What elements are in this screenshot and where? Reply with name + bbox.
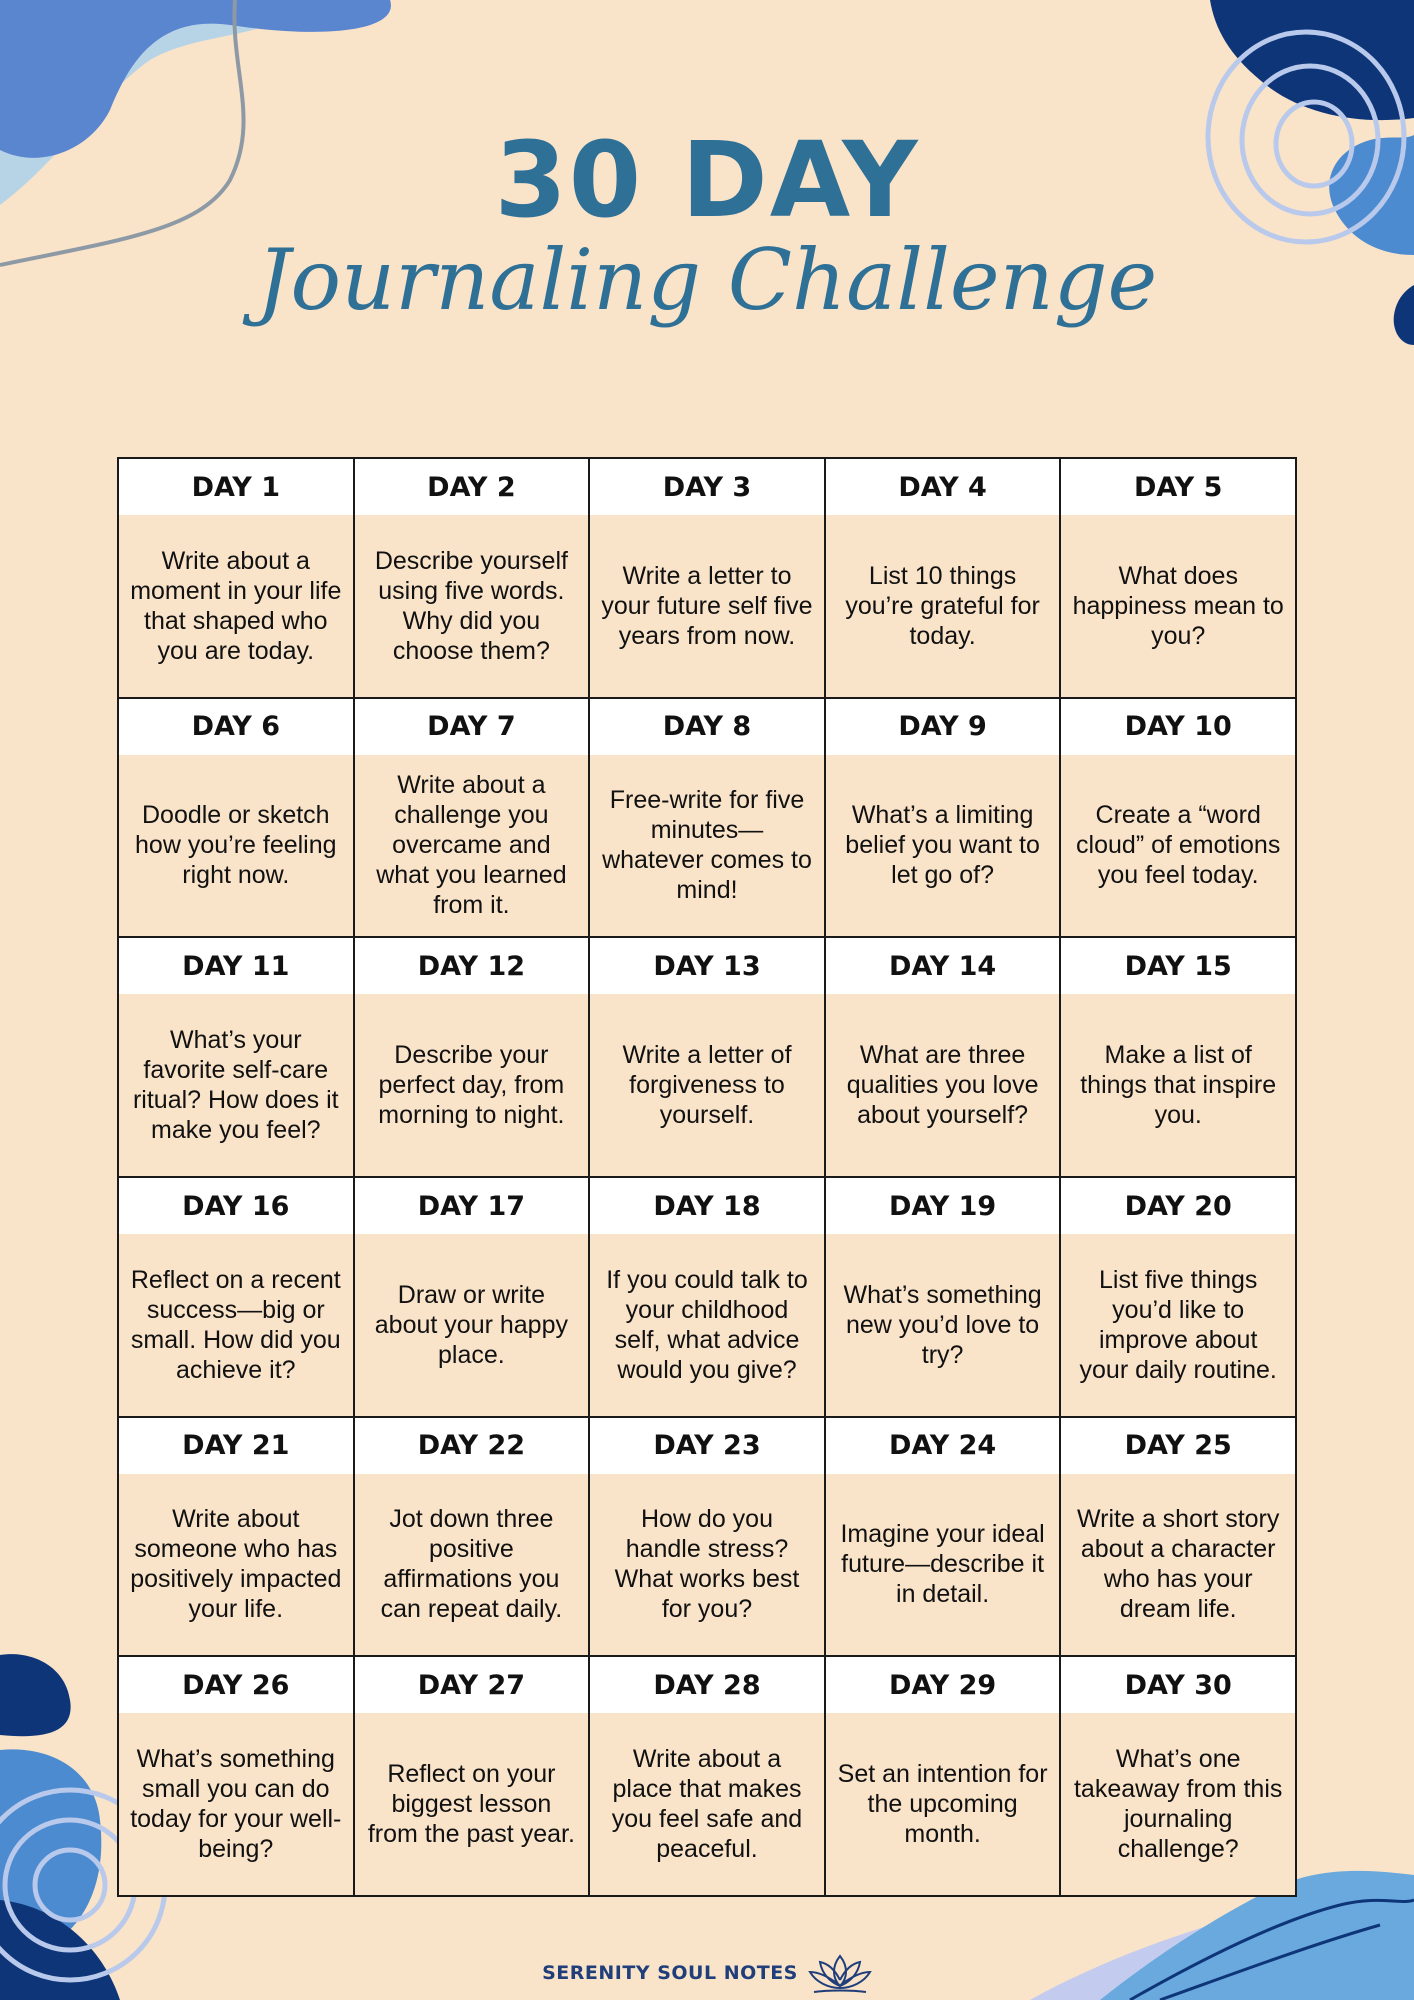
day-prompt: Write about a challenge you overcame and what you learned from it. (355, 755, 589, 937)
day-label: DAY 6 (119, 699, 353, 755)
day-prompt: Doodle or sketch how you’re feeling right now. (119, 755, 353, 937)
day-cell (1061, 699, 1297, 939)
day-prompt: What are three qualities you love about yourself? (826, 994, 1060, 1176)
day-cell (826, 459, 1062, 699)
day-label: DAY 10 (1061, 699, 1295, 755)
day-label: DAY 5 (1061, 459, 1295, 515)
day-prompt: Reflect on a recent success—big or small. How did you achieve it? (119, 1234, 353, 1416)
day-label: DAY 27 (355, 1657, 589, 1713)
day-cell (355, 1178, 591, 1418)
day-label: DAY 28 (590, 1657, 824, 1713)
lotus-icon (808, 1950, 872, 1996)
day-cell (119, 1418, 355, 1658)
day-label: DAY 3 (590, 459, 824, 515)
day-label: DAY 11 (119, 938, 353, 994)
day-label: DAY 17 (355, 1178, 589, 1234)
day-prompt: Free-write for five minutes—whatever comes to mind! (590, 755, 824, 937)
day-prompt: Write about a moment in your life that shaped who you are today. (119, 515, 353, 697)
day-prompt: What’s one takeaway from this journaling challenge? (1061, 1713, 1295, 1895)
day-prompt: Create a “word cloud” of emotions you feel today. (1061, 755, 1295, 937)
day-cell (590, 459, 826, 699)
day-label: DAY 22 (355, 1418, 589, 1474)
day-label: DAY 18 (590, 1178, 824, 1234)
day-label: DAY 21 (119, 1418, 353, 1474)
day-cell (1061, 1657, 1297, 1897)
day-label: DAY 29 (826, 1657, 1060, 1713)
day-label: DAY 4 (826, 459, 1060, 515)
day-cell (826, 1178, 1062, 1418)
day-prompt: Write about a place that makes you feel safe and peaceful. (590, 1713, 824, 1895)
day-prompt: Describe yourself using five words. Why did you choose them? (355, 515, 589, 697)
day-cell (119, 699, 355, 939)
day-label: DAY 24 (826, 1418, 1060, 1474)
day-prompt: Make a list of things that inspire you. (1061, 994, 1295, 1176)
day-cell (590, 1418, 826, 1658)
brand-name: SERENITY SOUL NOTES (542, 1962, 798, 1984)
day-prompt: Write a short story about a character who has your dream life. (1061, 1474, 1295, 1656)
day-prompt: What’s a limiting belief you want to let go of? (826, 755, 1060, 937)
day-prompt: Write a letter to your future self five years from now. (590, 515, 824, 697)
day-cell (355, 1657, 591, 1897)
day-cell (1061, 459, 1297, 699)
day-label: DAY 15 (1061, 938, 1295, 994)
day-cell (826, 1657, 1062, 1897)
day-cell (590, 1657, 826, 1897)
day-cell (119, 459, 355, 699)
day-prompt: What’s something new you’d love to try? (826, 1234, 1060, 1416)
day-cell (826, 1418, 1062, 1658)
day-cell (590, 699, 826, 939)
day-cell (119, 1657, 355, 1897)
day-cell (826, 938, 1062, 1178)
day-cell (119, 938, 355, 1178)
day-label: DAY 1 (119, 459, 353, 515)
day-label: DAY 25 (1061, 1418, 1295, 1474)
day-label: DAY 12 (355, 938, 589, 994)
day-cell (1061, 1418, 1297, 1658)
day-prompt: Reflect on your biggest lesson from the past year. (355, 1713, 589, 1895)
day-label: DAY 2 (355, 459, 589, 515)
day-label: DAY 8 (590, 699, 824, 755)
day-label: DAY 13 (590, 938, 824, 994)
bottom-left-navy-blob (0, 1654, 71, 1736)
day-cell (355, 938, 591, 1178)
title-subtitle: Journaling Challenge (256, 231, 1158, 329)
day-cell (1061, 938, 1297, 1178)
bottom-left-blue-blob (0, 1749, 101, 1965)
day-prompt: List five things you’d like to improve about your daily routine. (1061, 1234, 1295, 1416)
day-cell (355, 459, 591, 699)
day-label: DAY 30 (1061, 1657, 1295, 1713)
day-prompt: Set an intention for the upcoming month. (826, 1713, 1060, 1895)
footer (0, 1950, 1414, 1996)
day-label: DAY 20 (1061, 1178, 1295, 1234)
day-prompt: Describe your perfect day, from morning to night. (355, 994, 589, 1176)
day-prompt: Write a letter of forgiveness to yourself. (590, 994, 824, 1176)
day-label: DAY 19 (826, 1178, 1060, 1234)
day-cell (119, 1178, 355, 1418)
day-prompt: List 10 things you’re grateful for today. (826, 515, 1060, 697)
day-prompt: What’s your favorite self-care ritual? How does it make you feel? (119, 994, 353, 1176)
challenge-grid (117, 457, 1297, 1897)
day-prompt: What’s something small you can do today for your well-being? (119, 1713, 353, 1895)
day-cell (826, 699, 1062, 939)
day-prompt: How do you handle stress? What works best for you? (590, 1474, 824, 1656)
day-prompt: If you could talk to your childhood self, what advice would you give? (590, 1234, 824, 1416)
day-label: DAY 16 (119, 1178, 353, 1234)
day-prompt: What does happiness mean to you? (1061, 515, 1295, 697)
day-label: DAY 7 (355, 699, 589, 755)
day-prompt: Draw or write about your happy place. (355, 1234, 589, 1416)
day-prompt: Write about someone who has positively impacted your life. (119, 1474, 353, 1656)
day-cell (1061, 1178, 1297, 1418)
day-label: DAY 9 (826, 699, 1060, 755)
day-label: DAY 26 (119, 1657, 353, 1713)
day-cell (355, 1418, 591, 1658)
day-cell (355, 699, 591, 939)
day-label: DAY 14 (826, 938, 1060, 994)
title-main: 30 DAY (494, 119, 920, 241)
day-prompt: Jot down three positive affirmations you can repeat daily. (355, 1474, 589, 1656)
top-right-navy-blob (1210, 0, 1414, 120)
day-cell (590, 1178, 826, 1418)
day-prompt: Imagine your ideal future—describe it in detail. (826, 1474, 1060, 1656)
day-cell (590, 938, 826, 1178)
day-label: DAY 23 (590, 1418, 824, 1474)
